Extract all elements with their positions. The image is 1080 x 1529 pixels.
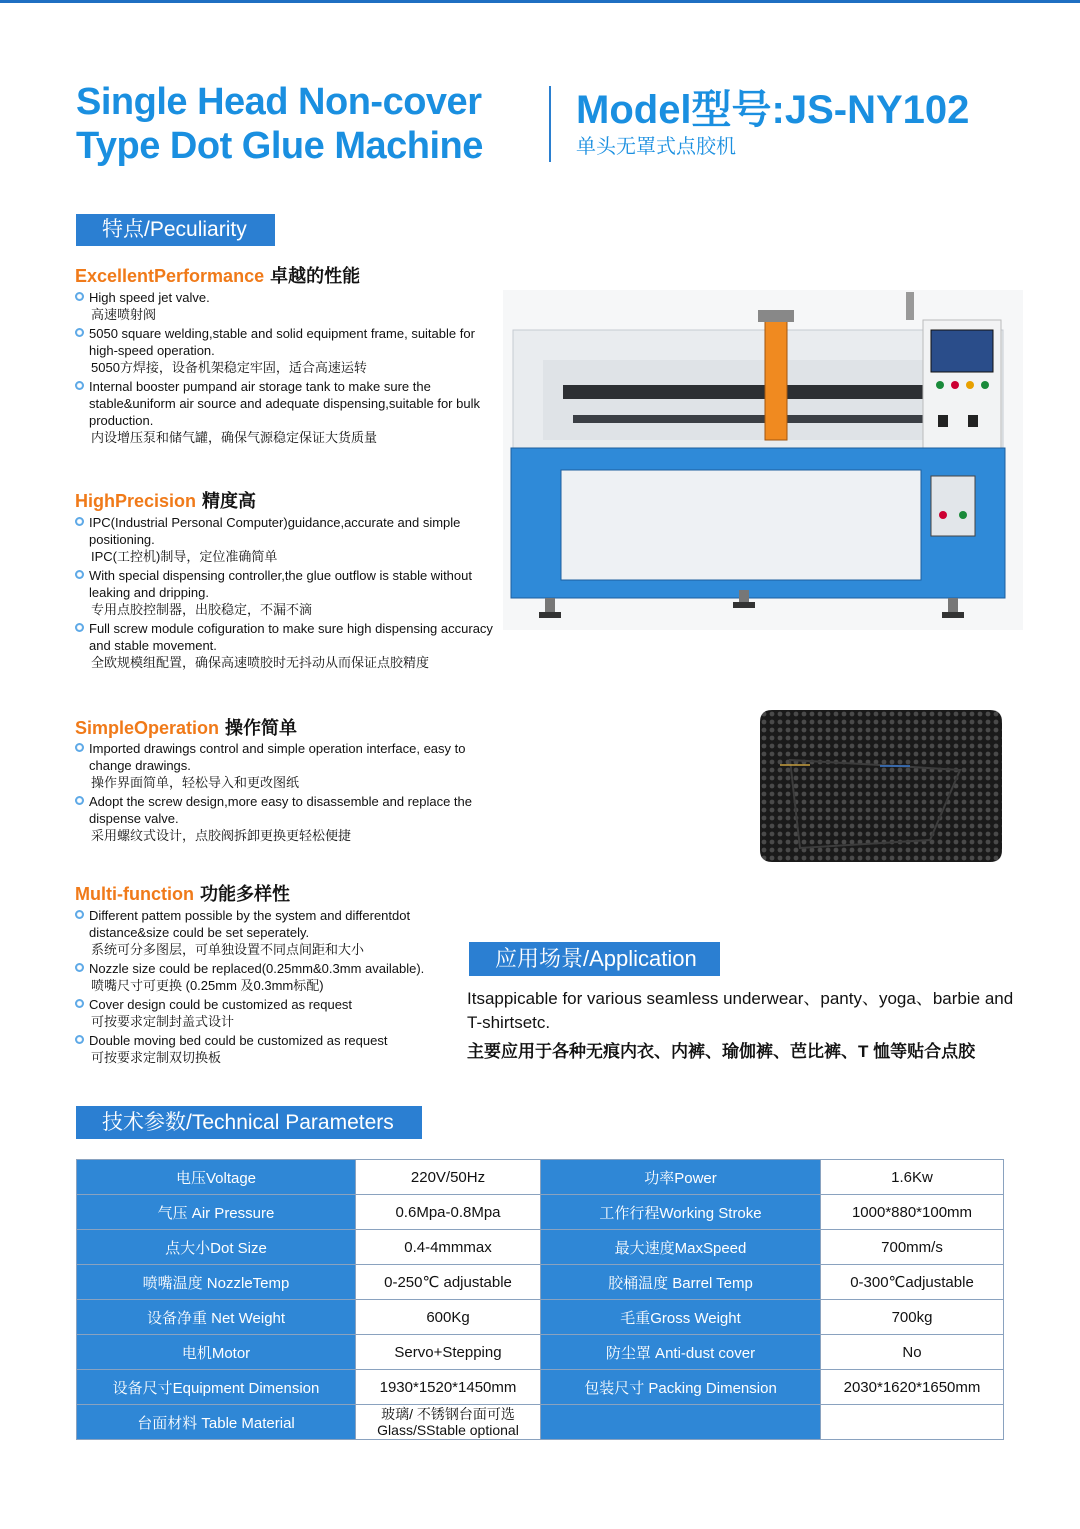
list-item: Cover design could be customized as request 可按要求定制封盖式设计 [75, 996, 460, 1030]
bullet-icon [75, 570, 84, 579]
table-row: 气压 Air Pressure 0.6Mpa-0.8Mpa 工作行程Working Stroke 1000*880*100mm [77, 1195, 1004, 1230]
bullet-icon [75, 517, 84, 526]
list-item: Different pattem possible by the system and differentdot distance&size could be set seperately. 系统可分多图层，可单独设置不同点间距和大小 [75, 907, 460, 958]
title-line-1: Single Head Non-cover [76, 81, 482, 123]
feature-list-precision [75, 514, 495, 673]
feature-title-precision [75, 487, 256, 513]
table-row: 点大小Dot Size 0.4-4mmmax 最大速度MaxSpeed 700mm/s [77, 1230, 1004, 1265]
bullet-icon [75, 999, 84, 1008]
bullet-icon [75, 328, 84, 337]
feature-title-multifunction [75, 880, 290, 906]
table-row: 电压Voltage 220V/50Hz 功率Power 1.6Kw [77, 1160, 1004, 1195]
application-text-cn: 主要应用于各种无痕内衣、内裤、瑜伽裤、芭比裤、T 恤等贴合点胶 [467, 1042, 976, 1061]
feature-list-operation [75, 740, 495, 846]
bullet-icon [75, 623, 84, 632]
list-item: Full screw module cofiguration to make sure high dispensing accuracy and stable movement. 全欧规模组配置，确保高速喷胶时无抖动从而保证点胶精度 [75, 620, 495, 671]
application-text-en: Itsappicable for various seamless underwear、panty、yoga、barbie and T-shirtsetc. [467, 989, 1014, 1032]
feature-title-operation [75, 714, 297, 740]
product-title [76, 80, 526, 168]
feature-title-en: HighPrecision [75, 491, 197, 511]
dot-pattern-photo [760, 710, 1002, 862]
list-item: 5050 square welding,stable and solid equipment frame, suitable for high-speed operation. 5050方焊接，设备机架稳定牢固，适合高速运转 [75, 325, 495, 376]
feature-title-cn: 操作简单 [225, 718, 298, 738]
feature-title-en: SimpleOperation [75, 718, 220, 738]
feature-list-multifunction [75, 907, 460, 1068]
technical-parameters-table [76, 1159, 1004, 1440]
bullet-icon [75, 963, 84, 972]
bullet-icon [75, 910, 84, 919]
list-item: Adopt the screw design,more easy to disassemble and replace the dispense valve. 采用螺纹式设计，点胶阀拆卸更换更轻松便捷 [75, 793, 495, 844]
list-item: Internal booster pumpand air storage tank to make sure the stable&uniform air source and adequate dispensing,suitable for bulk production. 内设增压泵和储气罐，确保气源稳定保证大货质量 [75, 378, 495, 446]
top-border-line [0, 0, 1080, 3]
feature-title-performance [75, 262, 360, 288]
feature-title-cn: 卓越的性能 [270, 266, 361, 286]
title-line-2: Type Dot Glue Machine [76, 125, 483, 167]
peculiarity-tab: 特点/Peculiarity [76, 214, 275, 246]
model-subtitle-cn: 单头无罩式点胶机 [576, 136, 736, 158]
table-row: 设备净重 Net Weight 600Kg 毛重Gross Weight 700kg [77, 1300, 1004, 1335]
bullet-icon [75, 1035, 84, 1044]
feature-title-cn: 精度高 [202, 491, 257, 511]
table-row: 喷嘴温度 NozzleTemp 0-250℃ adjustable 胶桶温度 Barrel Temp 0-300℃adjustable [77, 1265, 1004, 1300]
bullet-icon [75, 292, 84, 301]
bullet-icon [75, 381, 84, 390]
feature-title-en: ExcellentPerformance [75, 266, 265, 286]
table-row: 电机Motor Servo+Stepping 防尘罩 Anti-dust cover No [77, 1335, 1004, 1370]
table-row: 设备尺寸Equipment Dimension 1930*1520*1450mm 包装尺寸 Packing Dimension 2030*1620*1650mm [77, 1370, 1004, 1405]
technical-parameters-tab: 技术参数/Technical Parameters [76, 1106, 422, 1139]
list-item: Imported drawings control and simple operation interface, easy to change drawings. 操作界面简单，轻松导入和更改图纸 [75, 740, 495, 791]
model-number: Model型号:JS-NY102 [576, 88, 970, 132]
feature-title-en: Multi-function [75, 884, 194, 904]
title-divider [549, 86, 551, 162]
table-row: 台面材料 Table Material 玻璃/ 不锈钢台面可选 Glass/SStable optional [77, 1405, 1004, 1440]
machine-photo [503, 290, 1023, 630]
bullet-icon [75, 743, 84, 752]
list-item: Double moving bed could be customized as request 可按要求定制双切换板 [75, 1032, 460, 1066]
application-tab: 应用场景/Application [469, 942, 720, 976]
list-item: High speed jet valve. 高速喷射阀 [75, 289, 495, 323]
list-item: With special dispensing controller,the glue outflow is stable without leaking and dripping. 专用点胶控制器，出胶稳定，不漏不滴 [75, 567, 495, 618]
list-item: Nozzle size could be replaced(0.25mm&0.3mm available). 喷嘴尺寸可更换 (0.25mm 及0.3mm标配) [75, 960, 460, 994]
feature-list-performance [75, 289, 495, 448]
list-item: IPC(Industrial Personal Computer)guidance,accurate and simple positioning. IPC(工控机)制导，定位准确简单 [75, 514, 495, 565]
bullet-icon [75, 796, 84, 805]
feature-title-cn: 功能多样性 [199, 884, 290, 904]
